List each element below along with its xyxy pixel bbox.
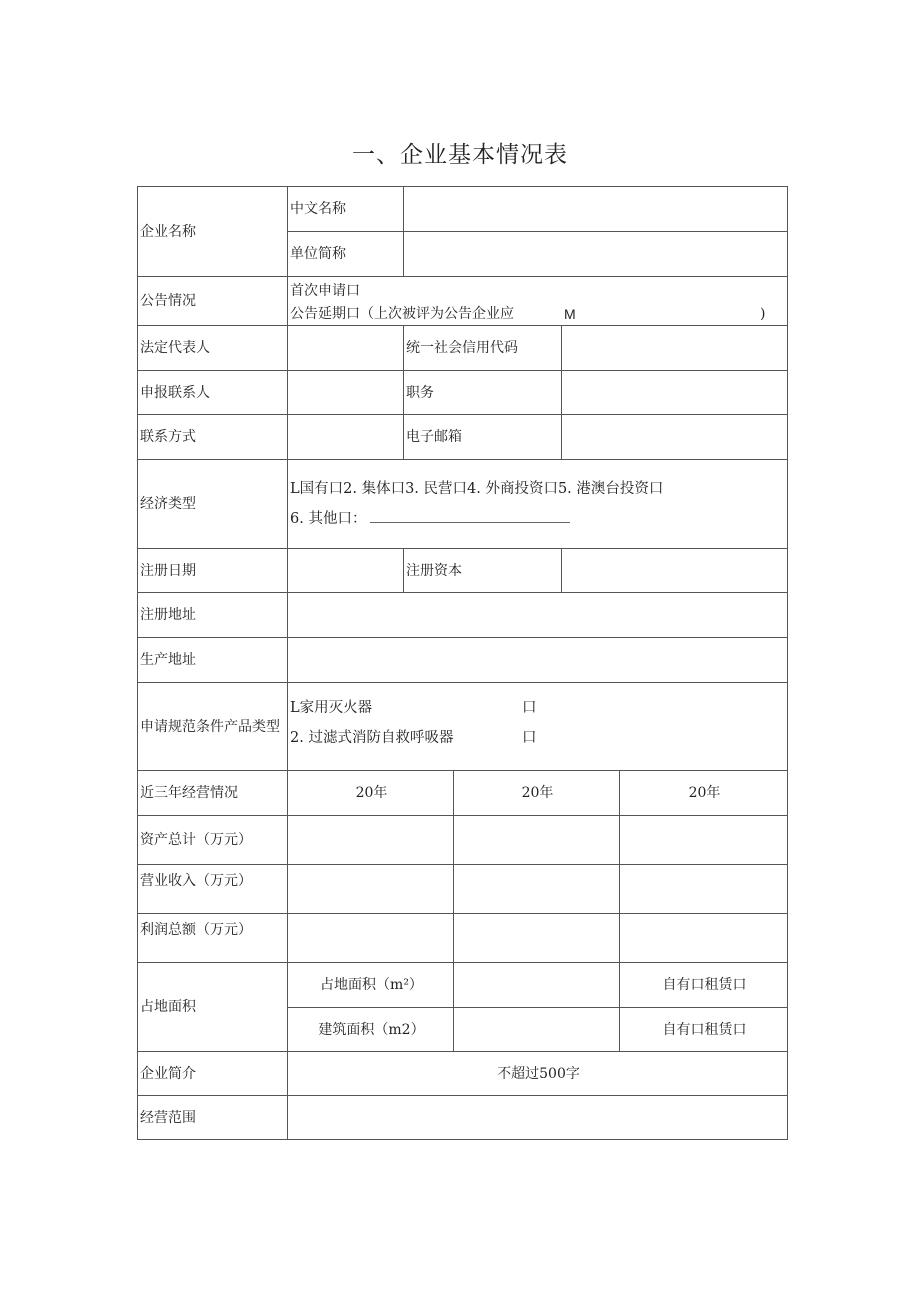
legal-rep-label: 法定代表人 xyxy=(138,326,288,371)
extension-option[interactable]: 公告延期口（上次被评为公告企业应 xyxy=(290,306,514,322)
contact-method-label: 联系方式 xyxy=(138,415,288,460)
profit-year-2[interactable] xyxy=(454,914,620,963)
assets-year-3[interactable] xyxy=(620,816,788,865)
first-application-option[interactable]: 首次申请口 xyxy=(290,283,360,299)
production-address-label: 生产地址 xyxy=(138,638,288,683)
profit-year-1[interactable] xyxy=(288,914,454,963)
company-info-table xyxy=(137,186,788,1140)
position-field[interactable] xyxy=(562,371,788,415)
registered-address-label: 注册地址 xyxy=(138,593,288,638)
chinese-name-field[interactable] xyxy=(404,187,788,232)
building-ownership-options[interactable]: 自有口租赁口 xyxy=(620,1008,788,1052)
land-ownership-options[interactable]: 自有口租赁口 xyxy=(620,963,788,1008)
assets-year-2[interactable] xyxy=(454,816,620,865)
intro-field[interactable]: 不超过500字 xyxy=(288,1052,788,1096)
intro-label: 企业简介 xyxy=(138,1052,288,1096)
extension-close: ) xyxy=(760,306,766,322)
economic-type-options-line1[interactable]: L国有口2. 集体口3. 民营口4. 外商投资口5. 港澳台投资口 xyxy=(290,481,664,497)
revenue-year-3[interactable] xyxy=(620,865,788,914)
product-item-extinguisher-checkbox[interactable]: 口 xyxy=(522,699,537,716)
registered-capital-field[interactable] xyxy=(562,549,788,593)
building-area-label: 建筑面积（m2） xyxy=(288,1008,454,1052)
chinese-name-label: 中文名称 xyxy=(288,187,404,232)
year-2-header: 20年 xyxy=(454,771,620,816)
economic-type-label: 经济类型 xyxy=(138,460,288,549)
product-item-respirator: 2. 过滤式消防自救呼吸器 xyxy=(290,729,454,746)
operations-label: 近三年经营情况 xyxy=(138,771,288,816)
assets-year-1[interactable] xyxy=(288,816,454,865)
registration-date-label: 注册日期 xyxy=(138,549,288,593)
year-1-header: 20年 xyxy=(288,771,454,816)
registered-address-field[interactable] xyxy=(288,593,788,638)
product-type-field[interactable] xyxy=(288,683,788,771)
product-item-extinguisher: L家用灭火器 xyxy=(290,699,373,716)
contact-person-label: 申报联系人 xyxy=(138,371,288,415)
extension-m: M xyxy=(564,306,576,322)
contact-person-field[interactable] xyxy=(288,371,404,415)
page-title: 一、企业基本情况表 xyxy=(352,142,568,168)
business-scope-label: 经营范围 xyxy=(138,1096,288,1140)
announcement-label: 公告情况 xyxy=(138,277,288,326)
revenue-year-1[interactable] xyxy=(288,865,454,914)
land-area-field[interactable] xyxy=(454,963,620,1008)
credit-code-field[interactable] xyxy=(562,326,788,371)
company-name-label: 企业名称 xyxy=(138,187,288,277)
business-scope-field[interactable] xyxy=(288,1096,788,1140)
assets-label: 资产总计（万元） xyxy=(138,816,288,865)
legal-rep-field[interactable] xyxy=(288,326,404,371)
position-label: 职务 xyxy=(404,371,562,415)
revenue-label: 营业收入（万元） xyxy=(138,865,288,914)
registered-capital-label: 注册资本 xyxy=(404,549,562,593)
production-address-field[interactable] xyxy=(288,638,788,683)
credit-code-label: 统一社会信用代码 xyxy=(404,326,562,371)
building-area-field[interactable] xyxy=(454,1008,620,1052)
product-item-respirator-checkbox[interactable]: 口 xyxy=(522,729,537,746)
year-3-header: 20年 xyxy=(620,771,788,816)
email-label: 电子邮箱 xyxy=(404,415,562,460)
economic-type-other-input[interactable] xyxy=(370,508,570,523)
area-label: 占地面积 xyxy=(138,963,288,1052)
announcement-field[interactable] xyxy=(288,277,788,326)
short-name-field[interactable] xyxy=(404,232,788,277)
land-area-label: 占地面积（m²） xyxy=(288,963,454,1008)
product-type-label: 申请规范条件产品类型 xyxy=(138,683,288,771)
profit-year-3[interactable] xyxy=(620,914,788,963)
registration-date-field[interactable] xyxy=(288,549,404,593)
email-field[interactable] xyxy=(562,415,788,460)
economic-type-field[interactable] xyxy=(288,460,788,549)
short-name-label: 单位简称 xyxy=(288,232,404,277)
revenue-year-2[interactable] xyxy=(454,865,620,914)
profit-label: 利润总额（万元） xyxy=(138,914,288,963)
economic-type-other[interactable]: 6. 其他口： xyxy=(290,511,367,527)
contact-method-field[interactable] xyxy=(288,415,404,460)
